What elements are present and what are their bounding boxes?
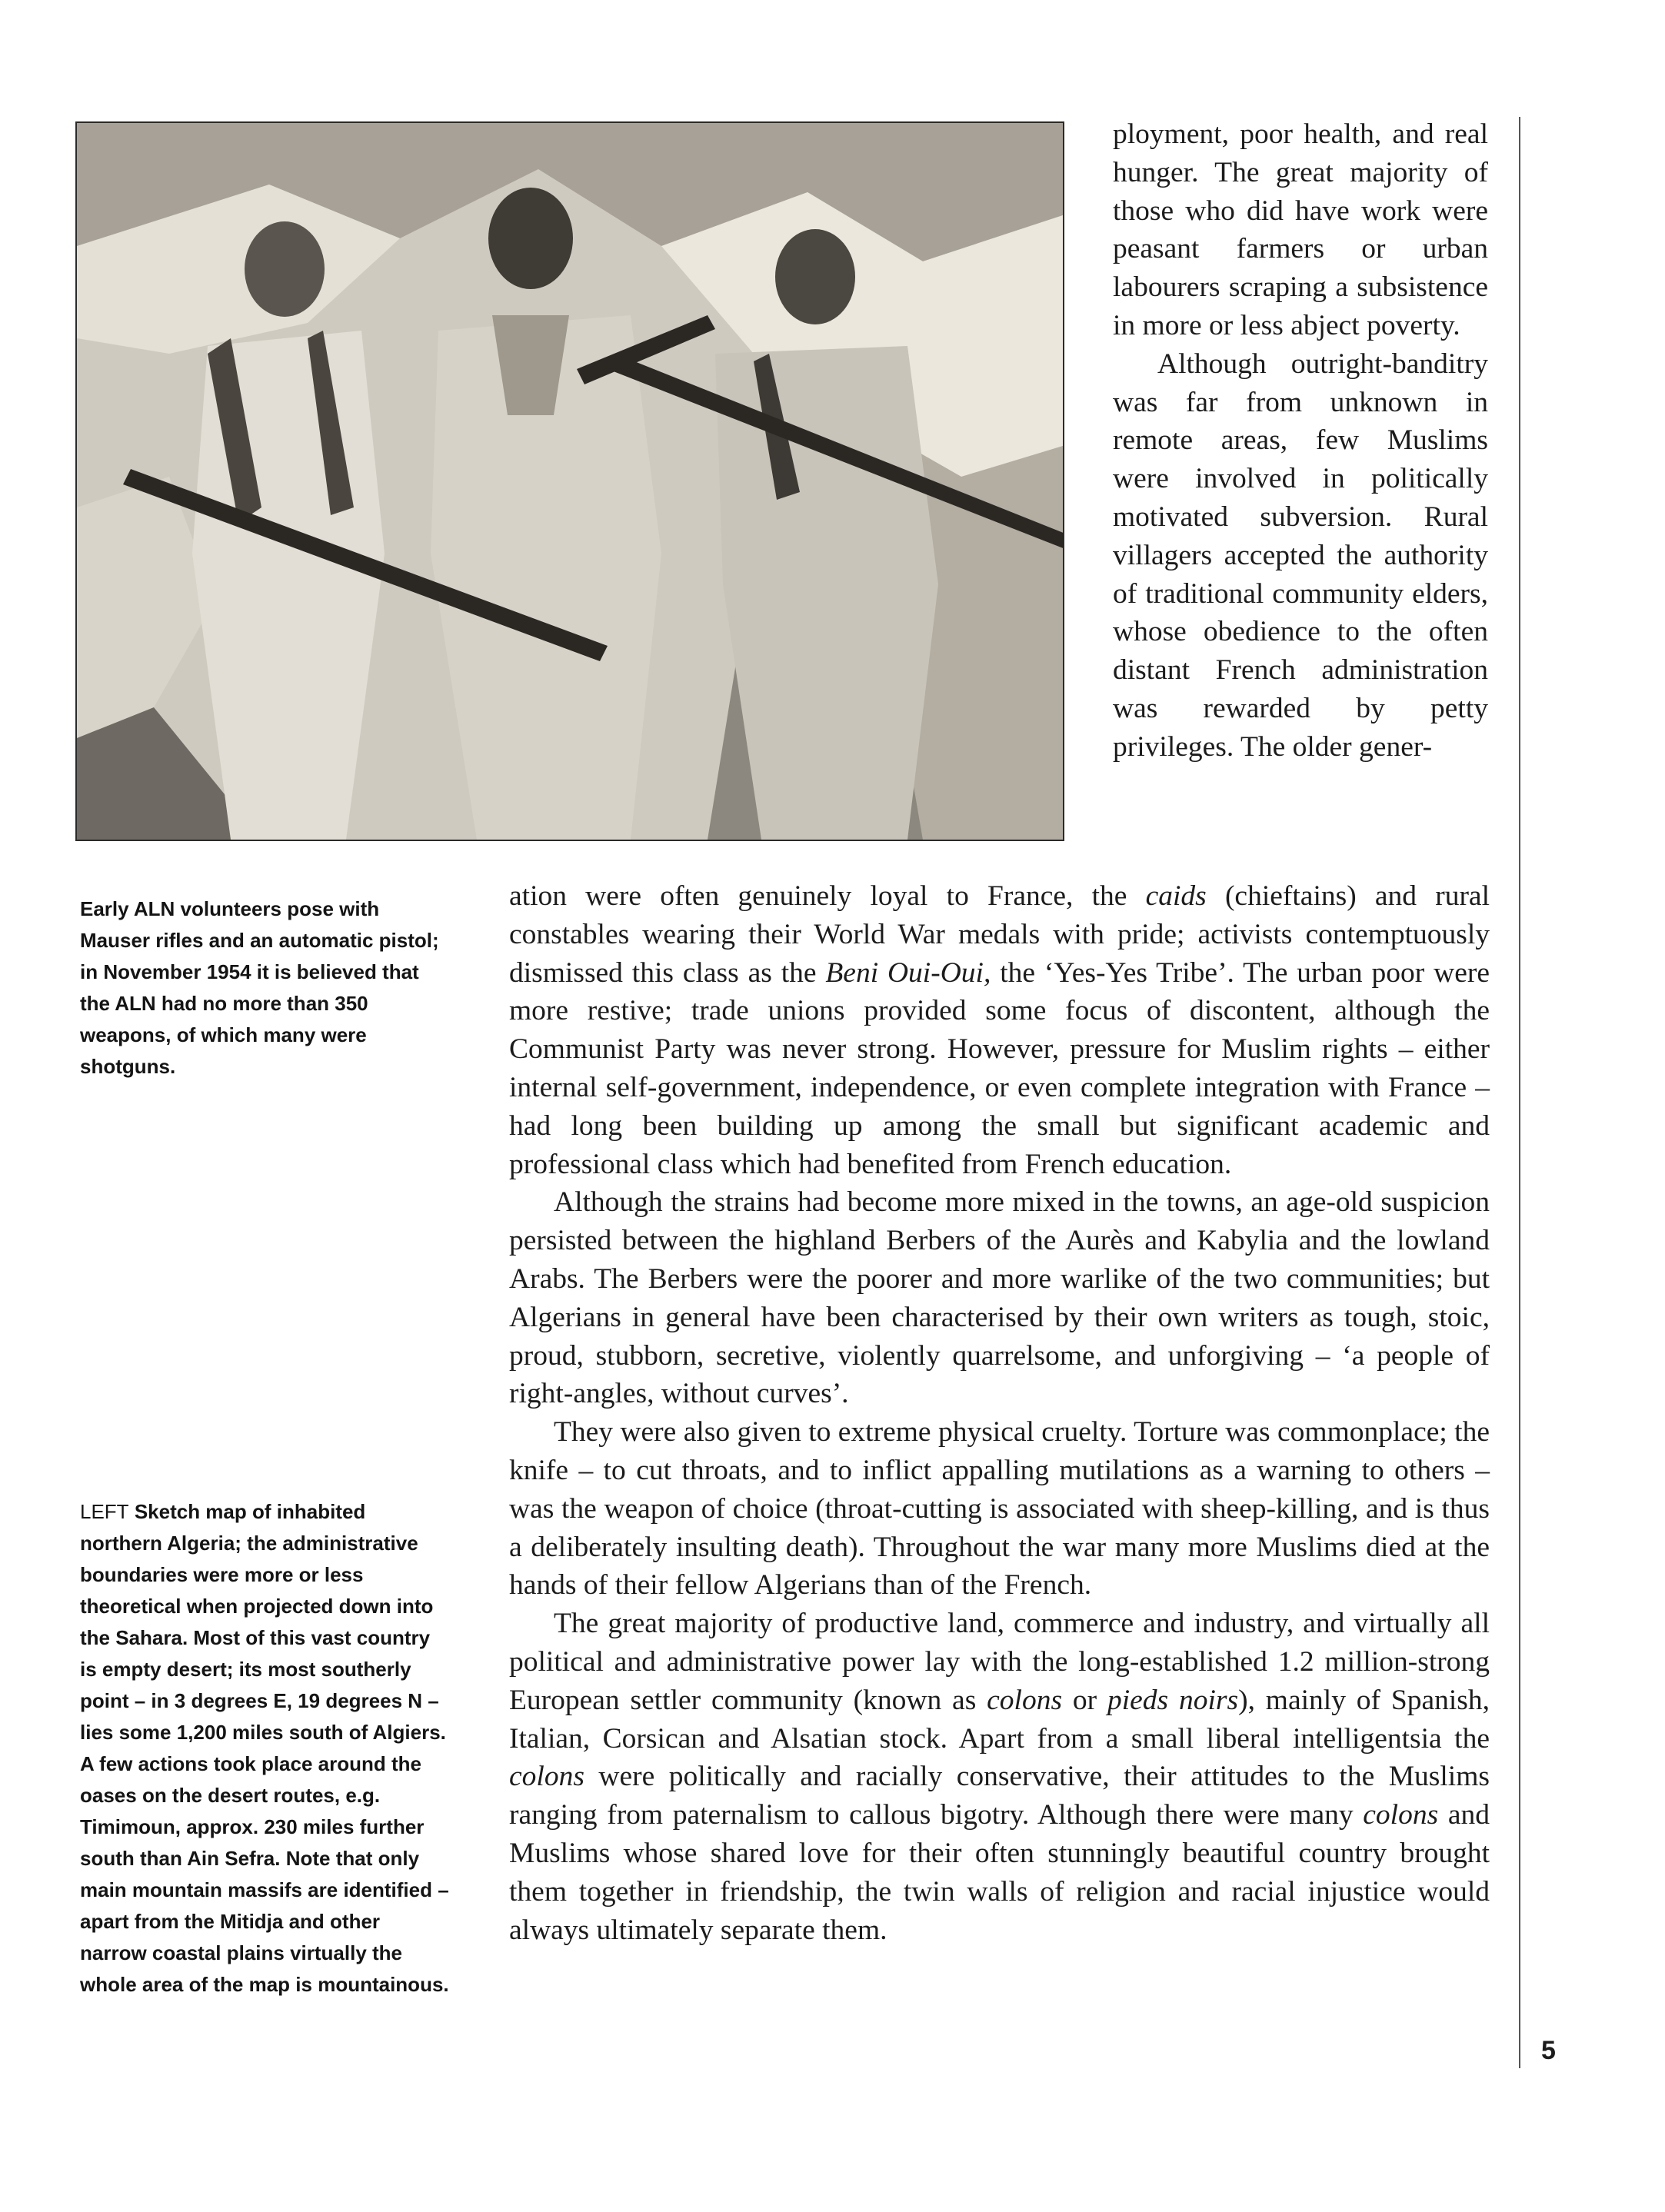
body-column-wide <box>509 877 1490 1949</box>
italic-caids: caids <box>1145 880 1207 912</box>
paragraph-2-continued <box>509 877 1490 1183</box>
italic-colons: colons <box>987 1684 1063 1716</box>
photo-aln-volunteers <box>75 121 1064 841</box>
paragraph-2-start: Although outright-banditry was far from unknown in remote areas, few Muslims were involved in politically motivated subversion. Rural villagers accepted the authority of traditional community elders, whose obedience to the often distant French administration was rewarded by petty privileges. The older gener- <box>1113 348 1488 763</box>
text-run: the ‘Yes-Yes Tribe’. The urban poor were more restive; trade unions provided some focus of discontent, although the Communist Party was never strong. However, pressure for Muslim rights – either internal self-government, independence, or even complete integration with France – had long been building up among the small but significant academic and professional class which had benefited from French education. <box>509 956 1490 1180</box>
text-run: The great majority of productive land, commerce and industry, and virtually all political and administrative power lay with the long-established 1.2 million-strong European settler community (known as <box>509 1608 1490 1716</box>
body-column-narrow <box>1113 115 1488 767</box>
italic-colons: colons <box>1363 1799 1439 1831</box>
text-run: or <box>1062 1684 1107 1716</box>
page-number: 5 <box>1541 2036 1556 2065</box>
italic-colons: colons <box>509 1761 584 1793</box>
paragraph-3: Although the strains had become more mixed in the towns, an age-old suspicion persisted between the highland Berbers of the Aurès and Kabylia and the lowland Arabs. The Berbers were the poorer and more warlike of the two communities; but Algerians in general have been characterised by their own writers as tough, stoic, proud, stubborn, secretive, violently quarrelsome, and unforgiving – ‘a people of right-angles, without curves’. <box>509 1186 1490 1410</box>
map-caption <box>80 1496 449 2001</box>
italic-pieds-noirs: pieds noirs <box>1107 1684 1239 1716</box>
text-run: were politically and racially conservative, their attitudes to the Muslims ranging from paternalism to callous bigotry. Although there were many <box>509 1761 1490 1831</box>
paragraph-5 <box>509 1605 1490 1949</box>
text-run: ation were often genuinely loyal to France, the <box>509 880 1146 912</box>
text-run: (chieftains) and rural constables wearing their World War medals with pride; activists contemptuously dismissed this class as the <box>509 880 1490 989</box>
text-run: and Muslims whose shared love for their often stunningly beautiful country brought them together in friendship, the twin walls of religion and racial injustice would always ultimately separate them. <box>509 1799 1490 1946</box>
paragraph-1: ployment, poor health, and real hunger. The great majority of those who did have work were peasant farmers or urban labourers scraping a subsistence in more or less abject poverty. <box>1113 118 1488 341</box>
map-caption-text: Sketch map of inhabited northern Algeria; the administrative boundaries were more or less theoretical when projected down into the Sahara. Most of this vast country is empty desert; its most southerly point – in 3 degrees E, 19 degrees N – lies some 1,200 miles south of Algiers. A few actions took place around the oases on the desert routes, e.g. Timimoun, approx. 230 miles further south than Ain Sefra. Note that only main mountain massifs are identified – apart from the Mitidja and other narrow coastal plains virtually the whole area of the map is mountainous. <box>80 1500 449 1996</box>
map-caption-lead: LEFT <box>80 1500 129 1523</box>
photo-caption: Early ALN volunteers pose with Mauser rifles and an automatic pistol; in November 1954 it is believed that the ALN had no more than 350 weapons, of which many were shotguns. <box>80 897 439 1078</box>
column-rule <box>1519 117 1520 2068</box>
photo-aln-volunteers-icon <box>77 123 1063 840</box>
italic-beni-oui-oui: Beni Oui-Oui, <box>825 956 991 989</box>
text-run: ), mainly of Spanish, Italian, Corsican and Alsatian stock. Apart from a small liberal intelligentsia the <box>509 1684 1490 1755</box>
paragraph-4: They were also given to extreme physical cruelty. Torture was commonplace; the knife – to cut throats, and to inflict appalling mutilations as a warning to others – was the weapon of choice (throat-cutting is associated with sheep-killing, and is thus a deliberately insulting death). Throughout the war many more Muslims died at the hands of their fellow Algerians than of the French. <box>509 1416 1490 1602</box>
